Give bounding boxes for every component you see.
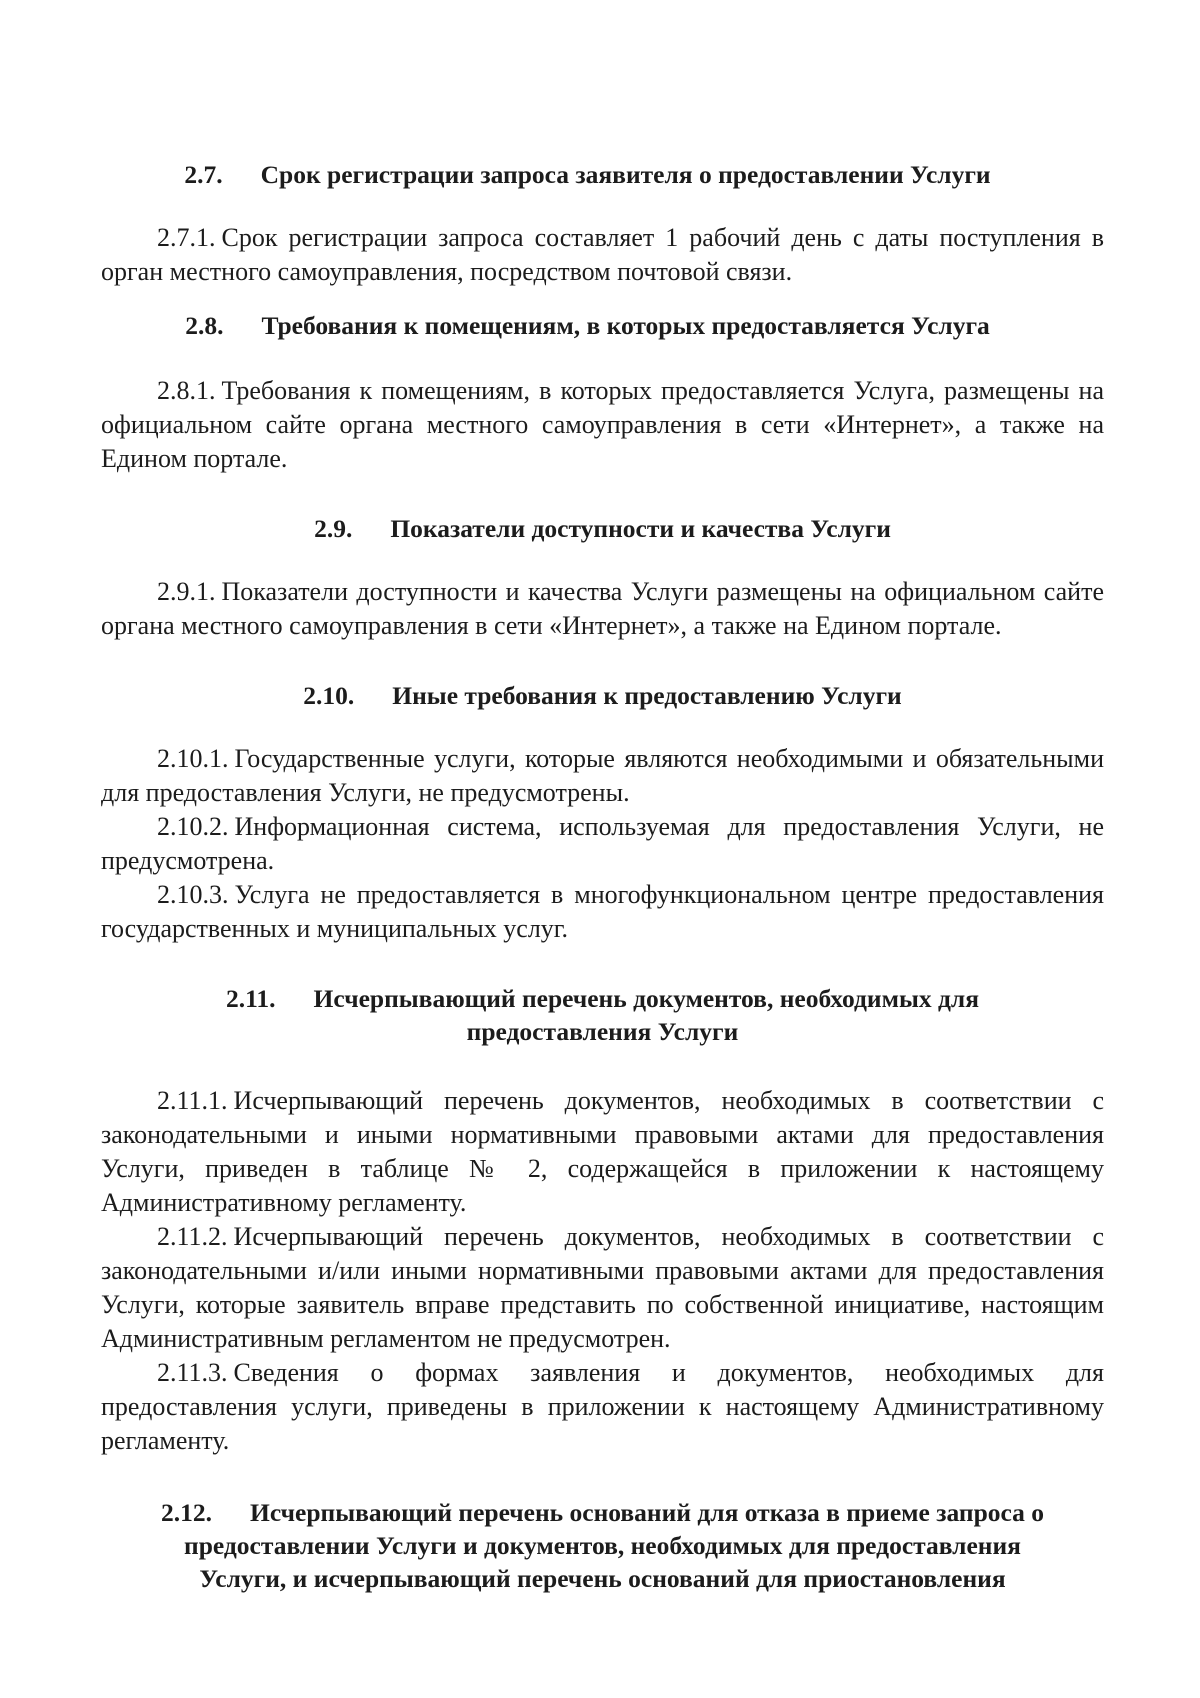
section-title: Требования к помещениям, в которых предоставляется Услуга (261, 311, 990, 340)
section-title: Показатели доступности и качества Услуги (390, 514, 891, 543)
section-number: 2.9. (314, 514, 353, 543)
section-title-part: Исчерпывающий перечень оснований для отказа в приеме запроса о (249, 1498, 1045, 1527)
paragraph-number: 2.10.3. (157, 880, 229, 909)
section-title-line-2: предоставлении Услуги и документов, необходимых для предоставления (184, 1531, 1021, 1560)
section-2-11-heading (101, 982, 1104, 1048)
section-title: Срок регистрации запроса заявителя о предоставлении Услуги (260, 160, 991, 189)
paragraph-text: Исчерпывающий перечень документов, необходимых в соответствии с законодательными и/или иными нормативными правовыми актами для предоставления Услуги, которые заявитель вправе представить по собственной инициативе, настоящим Административным регламентом не предусмотрен. (101, 1222, 1104, 1353)
paragraph-2-7-1 (101, 221, 1104, 289)
paragraph-2-10-3 (101, 878, 1104, 946)
paragraph-number: 2.7.1. (157, 223, 216, 252)
section-2-12-heading (101, 1496, 1104, 1595)
paragraph-text: Сведения о формах заявления и документов, необходимых для предоставления услуги, приведены в приложении к настоящему Административному регламенту. (101, 1358, 1104, 1455)
section-title-line-1 (101, 982, 1104, 1015)
section-title-line-3: Услуги, и исчерпывающий перечень оснований для приостановления (199, 1564, 1006, 1593)
paragraph-number: 2.11.2. (157, 1222, 228, 1251)
paragraph-2-11-3 (101, 1356, 1104, 1458)
section-number: 2.10. (303, 681, 355, 710)
section-2-8-heading (71, 309, 1104, 342)
paragraph-text: Исчерпывающий перечень документов, необходимых в соответствии с законодательными и иными нормативными правовыми актами для предоставления Услуги, приведен в таблице № 2, содержащейся в приложении к настоящему Административному регламенту. (101, 1086, 1104, 1217)
section-number: 2.7. (184, 160, 223, 189)
section-title-line-2: предоставления Услуги (466, 1017, 739, 1046)
paragraph-2-10-2 (101, 810, 1104, 878)
paragraph-text: Услуга не предоставляется в многофункциональном центре предоставления государственных и муниципальных услуг. (101, 880, 1104, 943)
paragraph-text: Срок регистрации запроса составляет 1 рабочий день с даты поступления в орган местного самоуправления, посредством почтовой связи. (101, 223, 1104, 286)
paragraph-2-11-2 (101, 1220, 1104, 1356)
section-2-7-heading (71, 158, 1104, 191)
paragraph-text: Требования к помещениям, в которых предоставляется Услуга, размещены на официальном сайте органа местного самоуправления в сети «Интернет», а также на Едином портале. (101, 376, 1104, 473)
section-title-part: Исчерпывающий перечень документов, необходимых для (313, 984, 980, 1013)
paragraph-text: Информационная система, используемая для предоставления Услуги, не предусмотрена. (101, 812, 1104, 875)
paragraph-number: 2.11.1. (157, 1086, 228, 1115)
section-2-10-heading (101, 679, 1104, 712)
section-title-line-1 (101, 1496, 1104, 1529)
paragraph-text: Показатели доступности и качества Услуги размещены на официальном сайте органа местного самоуправления в сети «Интернет», а также на Едином портале. (101, 577, 1104, 640)
section-number: 2.11. (225, 984, 276, 1013)
paragraph-number: 2.9.1. (157, 577, 216, 606)
section-title: Иные требования к предоставлению Услуги (392, 681, 902, 710)
paragraph-2-11-1 (101, 1084, 1104, 1220)
paragraph-2-9-1 (101, 575, 1104, 643)
paragraph-number: 2.10.2. (157, 812, 229, 841)
paragraph-number: 2.10.1. (157, 744, 229, 773)
paragraph-number: 2.11.3. (157, 1358, 228, 1387)
paragraph-text: Государственные услуги, которые являются необходимыми и обязательными для предоставления Услуги, не предусмотрены. (101, 744, 1104, 807)
paragraph-2-10-1 (101, 742, 1104, 810)
paragraph-2-8-1 (101, 374, 1104, 476)
section-2-9-heading (101, 512, 1104, 545)
section-number: 2.8. (185, 311, 224, 340)
paragraph-number: 2.8.1. (157, 376, 216, 405)
section-number: 2.12. (160, 1498, 212, 1527)
